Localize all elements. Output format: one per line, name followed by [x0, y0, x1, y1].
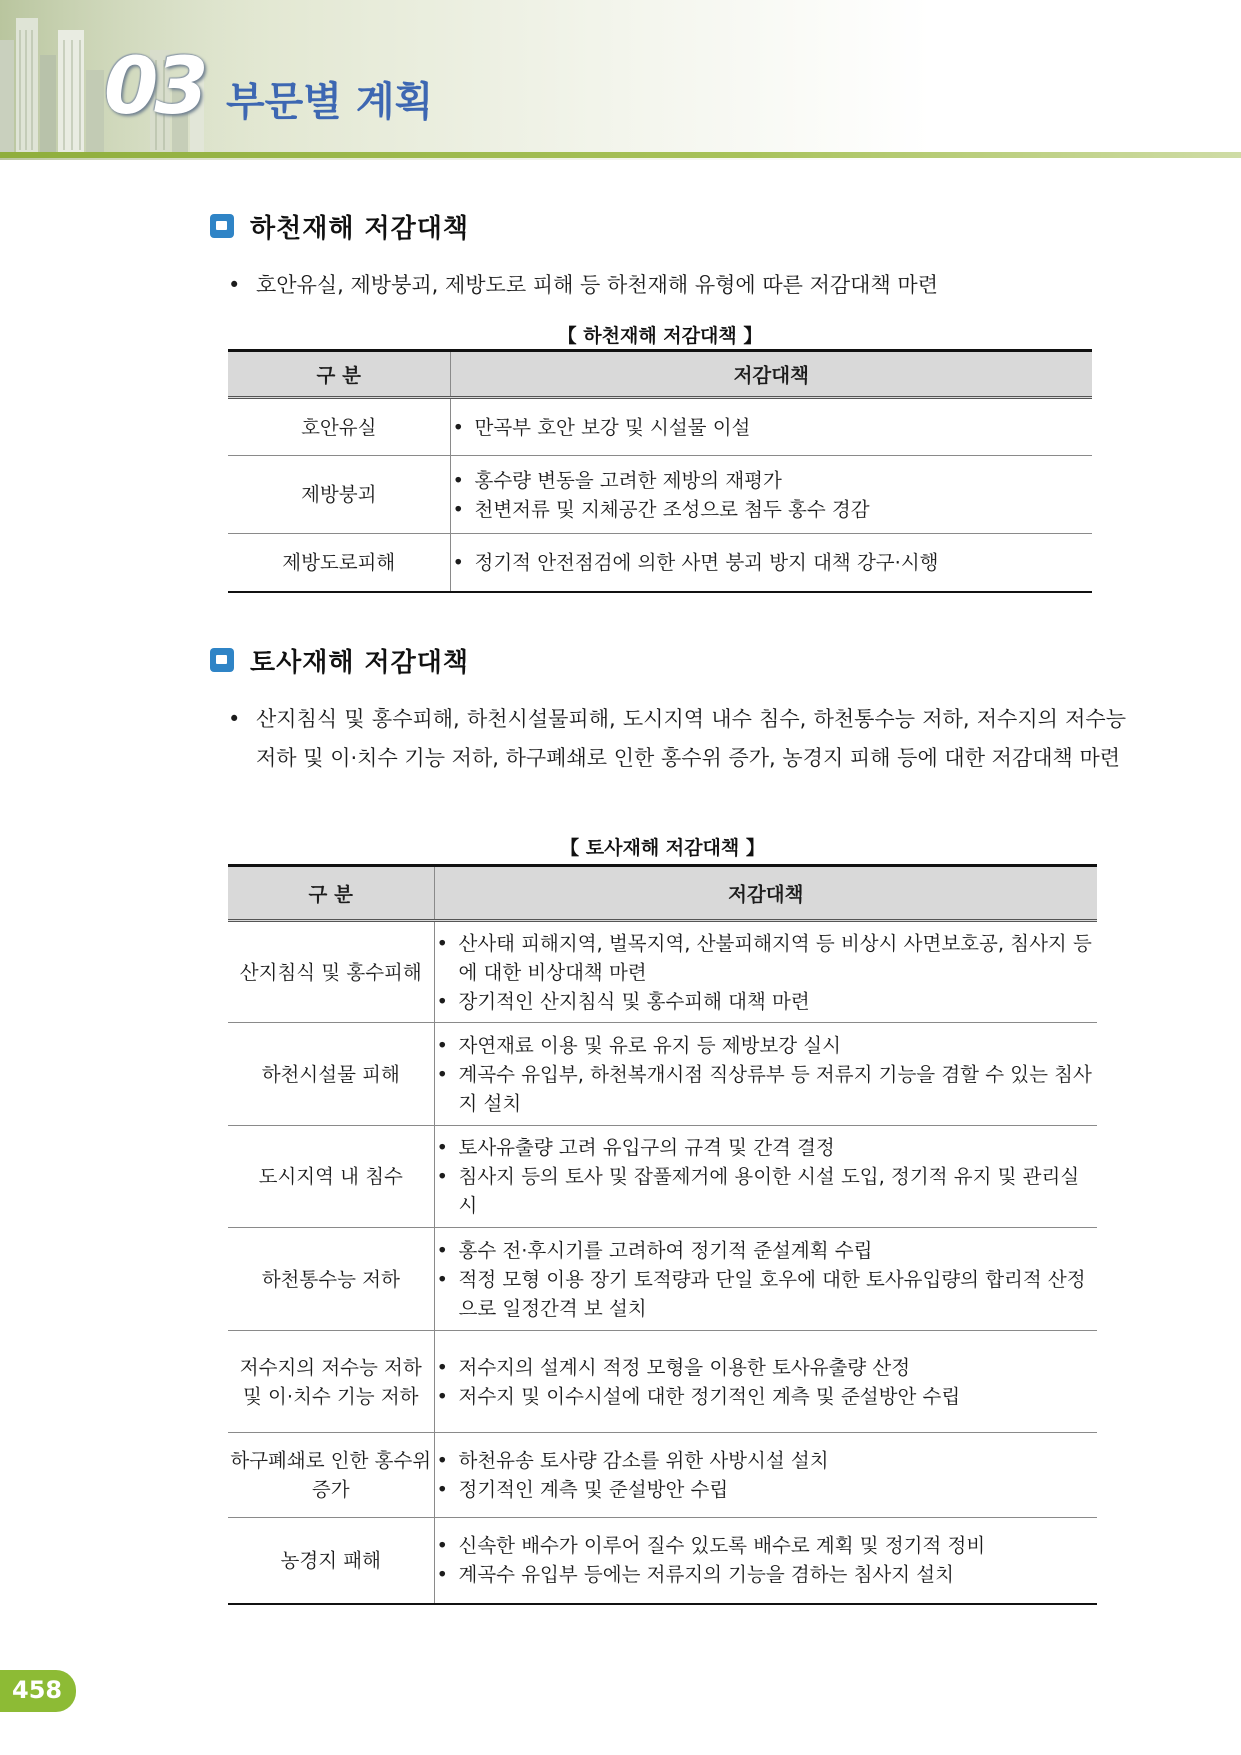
square-bullet-icon	[210, 214, 234, 238]
header-measures: 저감대책	[434, 866, 1097, 921]
row-measures	[434, 1126, 1097, 1228]
measure-item: • 저수지 및 이수시설에 대한 정기적인 계측 및 준설방안 수립	[435, 1382, 1098, 1411]
measure-item: • 계곡수 유입부 등에는 저류지의 기능을 겸하는 침사지 설치	[435, 1560, 1098, 1589]
table-row	[228, 398, 1092, 456]
row-category: 저수지의 저수능 저하 및 이·치수 기능 저하	[228, 1331, 434, 1433]
measure-item: • 정기적 안전점검에 의한 사면 붕괴 방지 대책 강구·시행	[451, 548, 1093, 577]
intro-text: 호안유실, 제방붕괴, 제방도로 피해 등 하천재해 유형에 따른 저감대책 마련	[256, 273, 939, 297]
table-row	[228, 456, 1092, 534]
table-caption-river: 【 하천재해 저감대책 】	[557, 325, 763, 347]
table-row	[228, 1023, 1097, 1126]
row-measures	[434, 1023, 1097, 1126]
section-title: 토사재해 저감대책	[250, 647, 469, 678]
bullet-dot: •	[228, 707, 241, 731]
row-category: 하천통수능 저하	[228, 1228, 434, 1331]
row-measures	[434, 1331, 1097, 1433]
section-intro-sediment	[226, 700, 1126, 778]
row-category: 하구폐쇄로 인한 홍수위 증가	[228, 1433, 434, 1518]
row-category: 산지침식 및 홍수피해	[228, 921, 434, 1023]
measure-item: • 토사유출량 고려 유입구의 규격 및 간격 결정	[435, 1133, 1098, 1162]
river-disaster-table	[228, 349, 1092, 593]
row-measures	[450, 456, 1092, 534]
measure-item: • 장기적인 산지침식 및 홍수피해 대책 마련	[435, 987, 1098, 1016]
measure-item: • 정기적인 계측 및 준설방안 수립	[435, 1475, 1098, 1504]
table-header-row	[228, 866, 1097, 921]
table-row	[228, 1331, 1097, 1433]
measure-item: • 신속한 배수가 이루어 질수 있도록 배수로 계획 및 정기적 정비	[435, 1531, 1098, 1560]
sediment-disaster-table	[228, 864, 1097, 1605]
intro-text: 산지침식 및 홍수피해, 하천시설물피해, 도시지역 내수 침수, 하천통수능 저하, 저수지의 저수능 저하 및 이·치수 기능 저하, 하구폐쇄로 인한 홍수위 증가, 농경지 피해 등에 대한 저감대책 마련	[256, 707, 1126, 770]
chapter-header	[0, 0, 1241, 160]
measure-item: • 침사지 등의 토사 및 잡풀제거에 용이한 시설 도입, 정기적 유지 및 관리실시	[435, 1162, 1098, 1220]
section-heading-sediment	[210, 642, 469, 678]
measure-item: • 홍수 전·후시기를 고려하여 정기적 준설계획 수립	[435, 1236, 1098, 1265]
header-measures: 저감대책	[450, 351, 1092, 398]
row-measures	[434, 921, 1097, 1023]
row-measures	[434, 1433, 1097, 1518]
header-category: 구 분	[228, 351, 450, 398]
header-category: 구 분	[228, 866, 434, 921]
header-rule	[0, 152, 1241, 158]
table-row	[228, 1126, 1097, 1228]
section-title: 하천재해 저감대책	[250, 213, 469, 244]
row-category: 제방붕괴	[228, 456, 450, 534]
row-measures	[450, 534, 1092, 592]
measure-item: • 적정 모형 이용 장기 토적량과 단일 호우에 대한 토사유입량의 합리적 산정으로 일정간격 보 설치	[435, 1265, 1098, 1323]
table-row	[228, 534, 1092, 592]
measure-item: • 계곡수 유입부, 하천복개시점 직상류부 등 저류지 기능을 겸할 수 있는 침사지 설치	[435, 1060, 1098, 1118]
table-header-row	[228, 351, 1092, 398]
row-category: 도시지역 내 침수	[228, 1126, 434, 1228]
measure-item: • 천변저류 및 지체공간 조성으로 첨두 홍수 경감	[451, 495, 1093, 524]
row-measures	[434, 1228, 1097, 1331]
table-row	[228, 1518, 1097, 1604]
measure-item: • 홍수량 변동을 고려한 제방의 재평가	[451, 466, 1093, 495]
page-number: 458	[12, 1676, 63, 1704]
square-bullet-icon	[210, 648, 234, 672]
chapter-number: 03	[104, 42, 205, 132]
row-measures	[450, 398, 1092, 456]
section-heading-river	[210, 208, 469, 244]
row-category: 제방도로피해	[228, 534, 450, 592]
row-measures	[434, 1518, 1097, 1604]
table-row	[228, 1228, 1097, 1331]
section-intro-river	[226, 266, 1126, 305]
table-row	[228, 921, 1097, 1023]
bullet-dot: •	[228, 273, 241, 297]
measure-item: • 만곡부 호안 보강 및 시설물 이설	[451, 413, 1093, 442]
measure-item: • 자연재료 이용 및 유로 유지 등 제방보강 실시	[435, 1031, 1098, 1060]
row-category: 하천시설물 피해	[228, 1023, 434, 1126]
table-row	[228, 1433, 1097, 1518]
measure-item: • 저수지의 설계시 적정 모형을 이용한 토사유출량 산정	[435, 1353, 1098, 1382]
measure-item: • 하천유송 토사량 감소를 위한 사방시설 설치	[435, 1446, 1098, 1475]
row-category: 호안유실	[228, 398, 450, 456]
measure-item: • 산사태 피해지역, 벌목지역, 산불피해지역 등 비상시 사면보호공, 침사지 등에 대한 비상대책 마련	[435, 929, 1098, 987]
table-caption-sediment: 【 토사재해 저감대책 】	[560, 837, 765, 859]
chapter-title: 부문별 계획	[226, 79, 434, 125]
row-category: 농경지 패해	[228, 1518, 434, 1604]
